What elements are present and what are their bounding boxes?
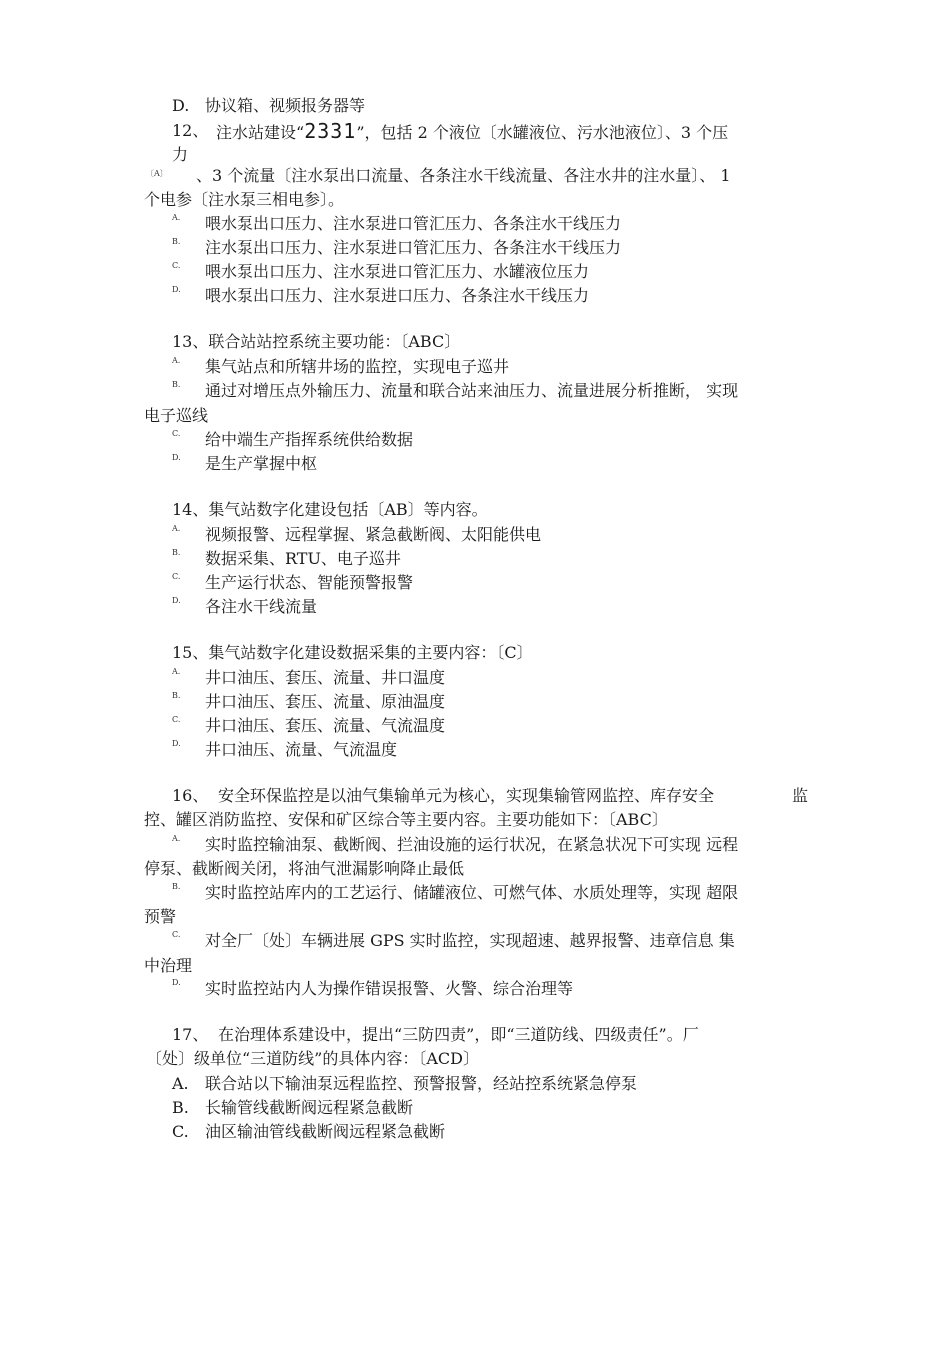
q16-stem-line2: 控、罐区消防监控、安保和矿区综合等主要内容。主要功能如下：〔ABC〕 xyxy=(144,810,668,829)
q13-option-b-text-line2: 电子巡线 xyxy=(144,406,209,425)
q16-option-c-label: C. xyxy=(172,930,181,939)
q12-stem-line2: 力 xyxy=(172,145,189,164)
q16-stem-line1-end: 监 xyxy=(792,786,809,805)
q13-option-c-label: C. xyxy=(172,429,181,438)
q12-option-c-text: 喂水泵出口压力、注水泵进口管汇压力、水罐液位压力 xyxy=(205,262,590,281)
q14-option-b-text: 数据采集、RTU、电子巡井 xyxy=(205,549,401,568)
q12-option-d-text: 喂水泵出口压力、注水泵进口压力、各条注水干线压力 xyxy=(205,286,590,305)
q15-stem: 15、集气站数字化建设数据采集的主要内容：〔C〕 xyxy=(172,643,533,662)
q16-option-a-text-line1: 实时监控输油泵、截断阀、拦油设施的运行状况，在紧急状况下可实现 远程 xyxy=(205,835,739,854)
q15-option-b-text: 井口油压、套压、流量、原油温度 xyxy=(205,692,446,711)
q16-option-d-label: D. xyxy=(172,978,181,987)
q14-option-a-text: 视频报警、远程掌握、紧急截断阀、太阳能供电 xyxy=(205,525,542,544)
q13-stem: 13、联合站站控系统主要功能：〔ABC〕 xyxy=(172,332,461,351)
q12-stem-code: 2331 xyxy=(304,119,357,143)
q17-option-a-label: A. xyxy=(172,1074,189,1093)
q12-answer-mark: 〔A〕 xyxy=(146,169,168,178)
q12-stem-line1 xyxy=(216,121,728,143)
q16-option-a-text-line2: 停泵、截断阀关闭，将油气泄漏影响降止最低 xyxy=(144,859,465,878)
q13-option-d-label: D. xyxy=(172,453,181,462)
q15-option-a-label: A. xyxy=(172,667,181,676)
q17-option-c-text: 油区输油管线截断阀远程紧急截断 xyxy=(205,1122,446,1141)
q12-option-a-text: 喂水泵出口压力、注水泵进口管汇压力、各条注水干线压力 xyxy=(205,214,622,233)
q17-option-a-text: 联合站以下输油泵远程监控、预警报警，经站控系统紧急停泵 xyxy=(205,1074,638,1093)
q14-option-c-label: C. xyxy=(172,572,181,581)
q12-option-d-label: D. xyxy=(172,285,181,294)
q16-option-b-text-line1: 实时监控站库内的工艺运行、储罐液位、可燃气体、水质处理等，实现 超限 xyxy=(205,883,739,902)
q15-option-c-label: C. xyxy=(172,715,181,724)
q16-option-b-label: B. xyxy=(172,882,181,891)
q16-number: 16、 xyxy=(172,786,209,805)
q12-stem-line3: 、3 个流量〔注水泵出口流量、各条注水干线流量、各注水井的注水量〕、 1 xyxy=(196,166,731,185)
q12-option-c-label: C. xyxy=(172,261,181,270)
q17-option-b-text: 长输管线截断阀远程紧急截断 xyxy=(205,1098,414,1117)
q12-number: 12、 xyxy=(172,121,209,140)
q16-option-d-text: 实时监控站内人为操作错误报警、火警、综合治理等 xyxy=(205,979,574,998)
q12-stem-line4: 个电参〔注水泵三相电参〕。 xyxy=(144,190,345,209)
q14-option-a-label: A. xyxy=(172,524,181,533)
q14-option-d-label: D. xyxy=(172,596,181,605)
q13-option-b-label: B. xyxy=(172,380,181,389)
q13-option-a-text: 集气站点和所辖井场的监控，实现电子巡井 xyxy=(205,357,510,376)
q12-stem-part1: 注水站建设“ xyxy=(216,123,305,142)
q13-option-b-text-line1: 通过对增压点外输压力、流量和联合站来油压力、流量进展分析推断， 实现 xyxy=(205,381,739,400)
q12-option-a-label: A. xyxy=(172,213,181,222)
q15-option-d-label: D. xyxy=(172,739,181,748)
q15-option-b-label: B. xyxy=(172,691,181,700)
q17-stem-line1: 在治理体系建设中，提出“三防四责”，即“三道防线、四级责任”。厂 xyxy=(218,1025,699,1044)
q16-option-b-text-line2: 预警 xyxy=(144,907,177,926)
q12-option-b-text: 注水泵出口压力、注水泵进口管汇压力、各条注水干线压力 xyxy=(205,238,622,257)
q17-option-b-label: B. xyxy=(172,1098,189,1117)
q15-option-a-text: 井口油压、套压、流量、井口温度 xyxy=(205,668,446,687)
q14-option-c-text: 生产运行状态、智能预警报警 xyxy=(205,573,414,592)
q16-option-c-text-line1: 对全厂〔处〕车辆进展 GPS 实时监控，实现超速、越界报警、违章信息 集 xyxy=(205,931,735,950)
q14-option-d-text: 各注水干线流量 xyxy=(205,597,318,616)
q15-option-c-text: 井口油压、套压、流量、气流温度 xyxy=(205,716,446,735)
q16-option-c-text-line2: 中治理 xyxy=(144,956,193,975)
q13-option-a-label: A. xyxy=(172,356,181,365)
q17-stem-line2: 〔处〕级单位“三道防线”的具体内容：〔ACD〕 xyxy=(146,1049,479,1068)
q11-option-d-label: D. xyxy=(172,96,190,115)
q13-option-d-text: 是生产掌握中枢 xyxy=(205,454,318,473)
q16-option-a-label: A. xyxy=(172,834,181,843)
q13-option-c-text: 给中端生产指挥系统供给数据 xyxy=(205,430,414,449)
q11-option-d-text: 协议箱、视频报务器等 xyxy=(205,96,366,115)
q16-stem-line1: 安全环保监控是以油气集输单元为核心，实现集输管网监控、库存安全 xyxy=(218,786,715,805)
q15-option-d-text: 井口油压、流量、气流温度 xyxy=(205,740,398,759)
q17-option-c-label: C. xyxy=(172,1122,189,1141)
q14-stem: 14、集气站数字化建设包括〔AB〕等内容。 xyxy=(172,500,488,519)
q12-option-b-label: B. xyxy=(172,237,181,246)
q14-option-b-label: B. xyxy=(172,548,181,557)
q17-number: 17、 xyxy=(172,1025,209,1044)
q12-stem-part2: ”，包括 2 个液位〔水罐液位、污水池液位〕、3 个压 xyxy=(356,123,729,142)
